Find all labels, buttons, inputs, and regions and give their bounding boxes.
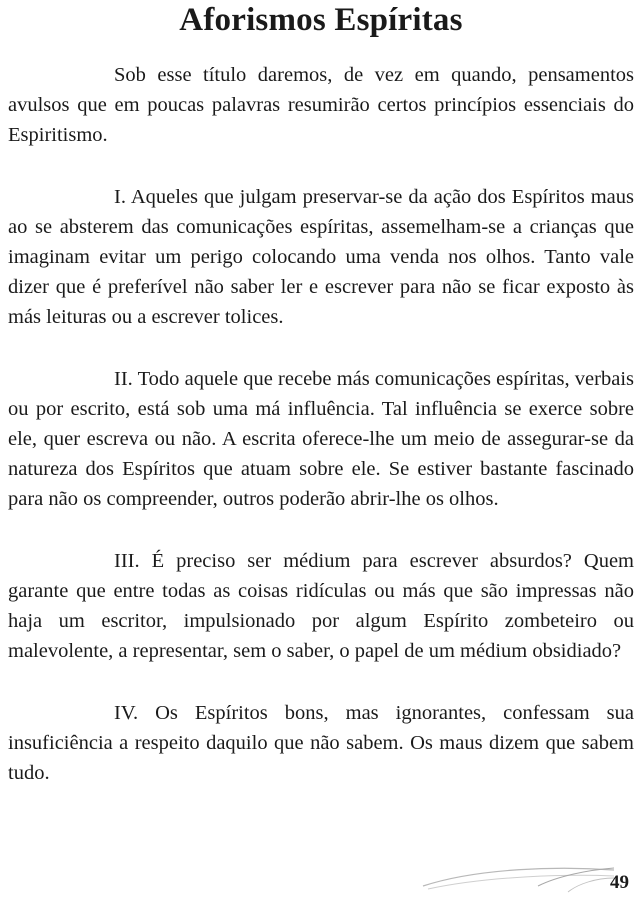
document-page: [8, 0, 634, 788]
aphorism-paragraph-4: IV. Os Espíritos bons, mas ignorantes, confessam sua insuficiência a respeito daquilo que não sabem. Os maus dizem que sabem tudo.: [8, 702, 634, 784]
footer-swoosh-ornament: [418, 856, 618, 896]
intro-paragraph: Sob esse título daremos, de vez em quando, pensamentos avulsos que em poucas palavras resumirão certos princípios essenciais do Espiritismo.: [8, 64, 634, 146]
aphorism-paragraph-2: II. Todo aquele que recebe más comunicações espíritas, verbais ou por escrito, está sob uma má influência. Tal influência se exerce sobre ele, quer escreva ou não. A escrita oferece-lhe um meio de assegurar-se da natureza dos Espíritos que atuam sobre ele. Se estiver bastante fascinado para não os compreender, outros poderão abrir-lhe os olhos.: [8, 368, 634, 510]
page-number: 49: [610, 872, 629, 893]
aphorism-paragraph-1: I. Aqueles que julgam preservar-se da ação dos Espíritos maus ao se absterem das comunicações espíritas, assemelham-se a crianças que imaginam evitar um perigo colocando uma venda nos olhos. Tanto vale dizer que é preferível não saber ler e escrever para não se ficar exposto às más leituras ou a escrever tolices.: [8, 186, 634, 328]
aphorism-paragraph-3: III. É preciso ser médium para escrever absurdos? Quem garante que entre todas as coisas ridículas ou más que são impressas não haja um escritor, impulsionado por algum Espírito zombeteiro ou malevolente, a representar, sem o saber, o papel de um médium obsidiado?: [8, 550, 634, 662]
page-title: Aforismos Espíritas: [179, 2, 463, 38]
